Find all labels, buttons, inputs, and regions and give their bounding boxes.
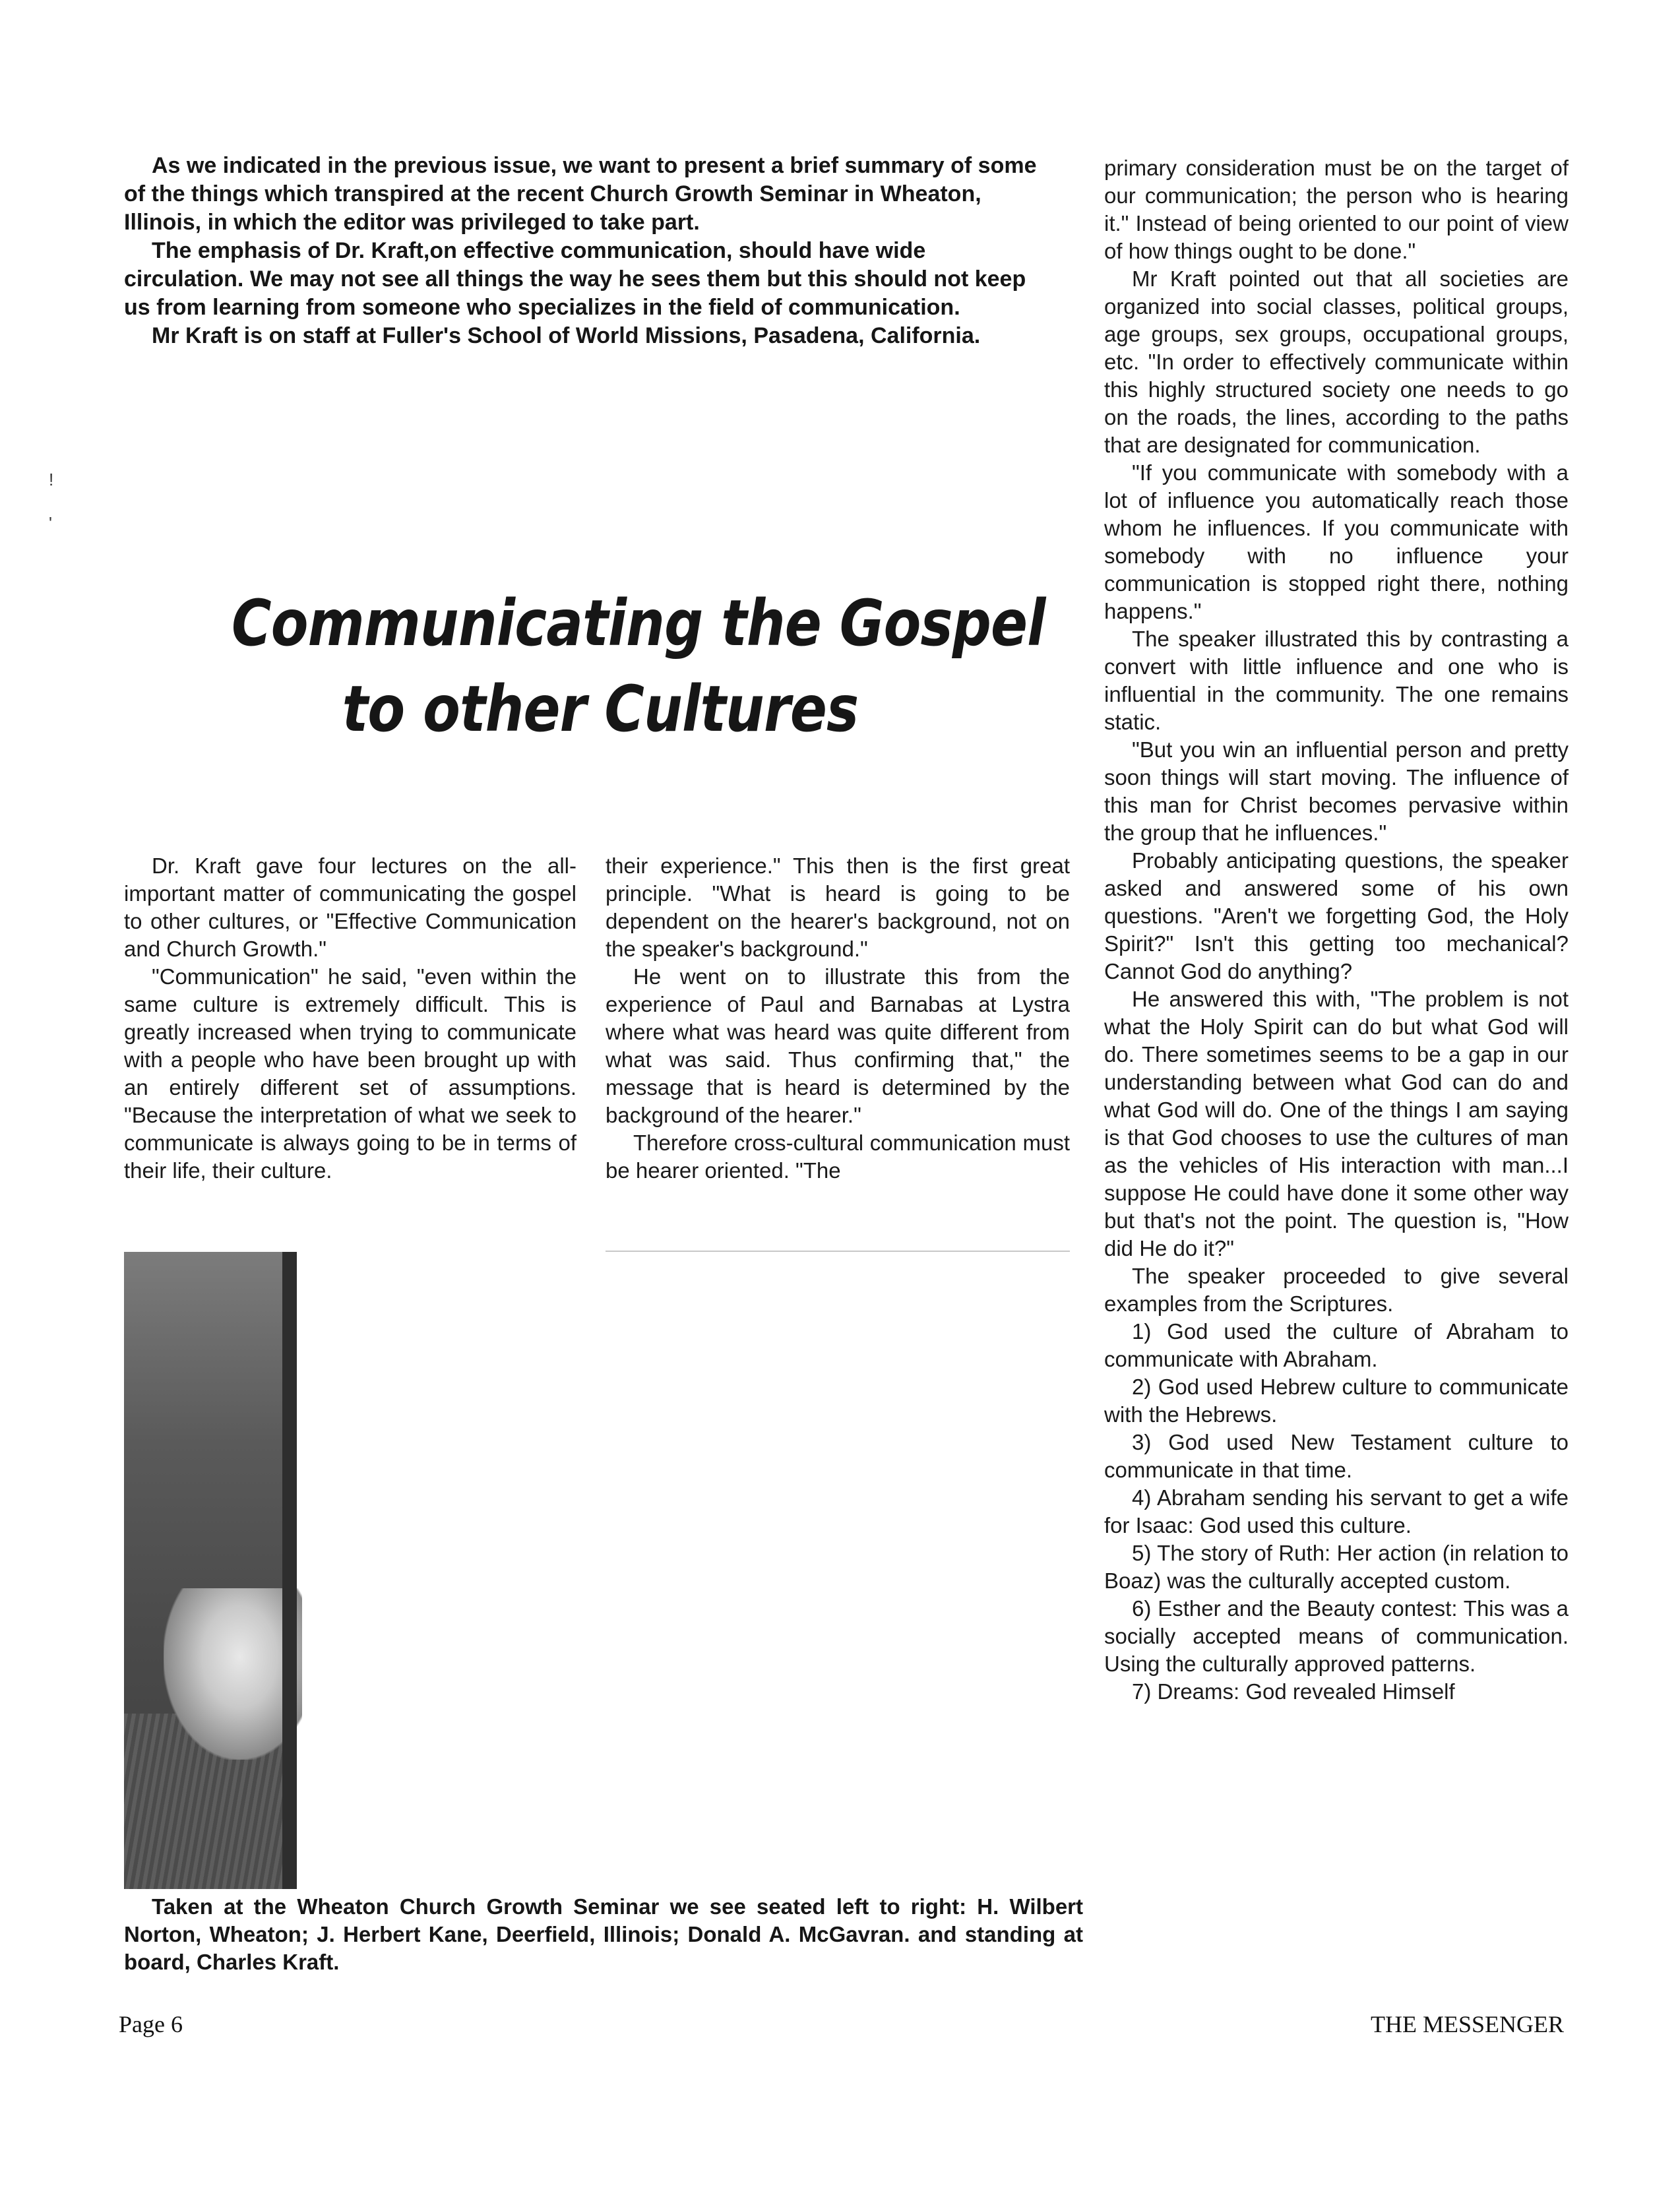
list-item: 6) Esther and the Beauty contest: This was a socially accepted means of communication. Using the culturally approved patterns. xyxy=(1104,1596,1569,1676)
photo-person-head xyxy=(164,1588,302,1760)
headline-line: Communicating the Gospel xyxy=(232,586,1045,660)
paragraph: He went on to illustrate this from the experience of Paul and Barnabas at Lystra where what was heard was quite different from what was said. Thus confirming that," the message that is heard is determined by the background of the hearer." xyxy=(606,964,1070,1127)
paragraph: Dr. Kraft gave four lectures on the all-important matter of communicating the gospel to other cultures, or "Effective Communication and Church Growth." xyxy=(124,853,576,961)
photo-edge xyxy=(282,1252,297,1889)
headline-line: to other Cultures xyxy=(342,672,859,746)
intro-paragraph: The emphasis of Dr. Kraft,on effective communication, should have wide circulation. We may not see all things the way he sees them but this should not keep us from learning from someone who specializes in the field of communication. xyxy=(124,238,1026,320)
list-item: 4) Abraham sending his servant to get a wife for Isaac: God used this culture. xyxy=(1104,1485,1569,1537)
list-item: 3) God used New Testament culture to communicate in that time. xyxy=(1104,1430,1569,1482)
intro-text xyxy=(124,152,1047,350)
paragraph: Therefore cross-cultural communication must be hearer oriented. "The xyxy=(606,1131,1070,1183)
list-item: 2) God used Hebrew culture to communicate with the Hebrews. xyxy=(1104,1375,1569,1427)
list-item: 7) Dreams: God revealed Himself xyxy=(1132,1679,1455,1704)
photo-visible-portion xyxy=(124,1252,297,1889)
paragraph: their experience." This then is the first great principle. "What is heard is going to be dependent on the hearer's background, not on the speaker's background." xyxy=(606,853,1070,961)
paragraph: "If you communicate with somebody with a lot of influence you automatically reach those whom he influences. If you communicate with somebody with no influence your communication is stopped right there, nothing happens." xyxy=(1104,460,1569,623)
paragraph: "But you win an influential person and pretty soon things will start moving. The influence of this man for Christ becomes pervasive within the group that he influences." xyxy=(1104,737,1569,845)
article-column-1 xyxy=(124,852,576,1185)
paragraph: primary consideration must be on the target of our communication; the person who is hearing it." Instead of being oriented to our point of view of how things ought to be done." xyxy=(1104,156,1569,263)
list-item: 5) The story of Ruth: Her action (in relation to Boaz) was the culturally accepted custom. xyxy=(1104,1541,1569,1593)
paragraph: The speaker proceeded to give several examples from the Scriptures. xyxy=(1104,1264,1569,1316)
article-column-2 xyxy=(606,852,1070,1185)
paragraph: Mr Kraft pointed out that all societies are organized into social classes, political groups, age groups, sex groups, occupational groups, etc. "In order to effectively communicate within this highly structured society one needs to go on the roads, the lines, according to the paths that are designated for communication. xyxy=(1104,266,1569,457)
intro-paragraph: As we indicated in the previous issue, we want to present a brief summary of some of the things which transpired at the recent Church Growth Seminar in Wheaton, Illinois, in which the editor was privileged to take part. xyxy=(124,153,1037,235)
article-headline xyxy=(232,580,1045,752)
paragraph: He answered this with, "The problem is not what the Holy Spirit can do but what God will do. There sometimes seems to be a gap in our understanding between what God can do and what God will do. One of the things I am saying is that God chooses to use the cultures of man as the vehicles of His interaction with man...I suppose He could have done it some other way but that's not the point. The question is, "How did He do it?" xyxy=(1104,987,1569,1260)
paragraph: "Communication" he said, "even within the same culture is extremely difficult. This is greatly increased when trying to communicate with a people who have been brought up with an entirely different set of assumptions. "Because the interpretation of what we seek to communicate is always going to be in terms of their life, their culture. xyxy=(124,964,576,1183)
intro-paragraph: Mr Kraft is on staff at Fuller's School of World Missions, Pasadena, California. xyxy=(152,323,981,348)
page-number: Page 6 xyxy=(119,2011,183,2037)
paragraph: Probably anticipating questions, the speaker asked and answered some of his own questions. "Aren't we forgetting God, the Holy Spirit?" Isn't this getting too mechanical? Cannot God do anything? xyxy=(1104,848,1569,983)
article-column-3 xyxy=(1104,154,1569,1706)
list-item: 1) God used the culture of Abraham to communicate with Abraham. xyxy=(1104,1319,1569,1371)
paragraph: The speaker illustrated this by contrasting a convert with little influence and one who is influential in the community. The one remains static. xyxy=(1104,627,1569,734)
margin-mark: ! xyxy=(49,470,54,489)
publication-name: THE MESSENGER xyxy=(1370,2011,1564,2037)
photo-caption: Taken at the Wheaton Church Growth Seminar we see seated left to right: H. Wilbert Norton, Wheaton; J. Herbert Kane, Deerfield, Illinois; Donald A. McGavran. and standing at board, Charles Kraft. xyxy=(124,1894,1083,1974)
margin-mark: ' xyxy=(49,513,52,533)
seminar-photo xyxy=(124,1252,1083,1889)
